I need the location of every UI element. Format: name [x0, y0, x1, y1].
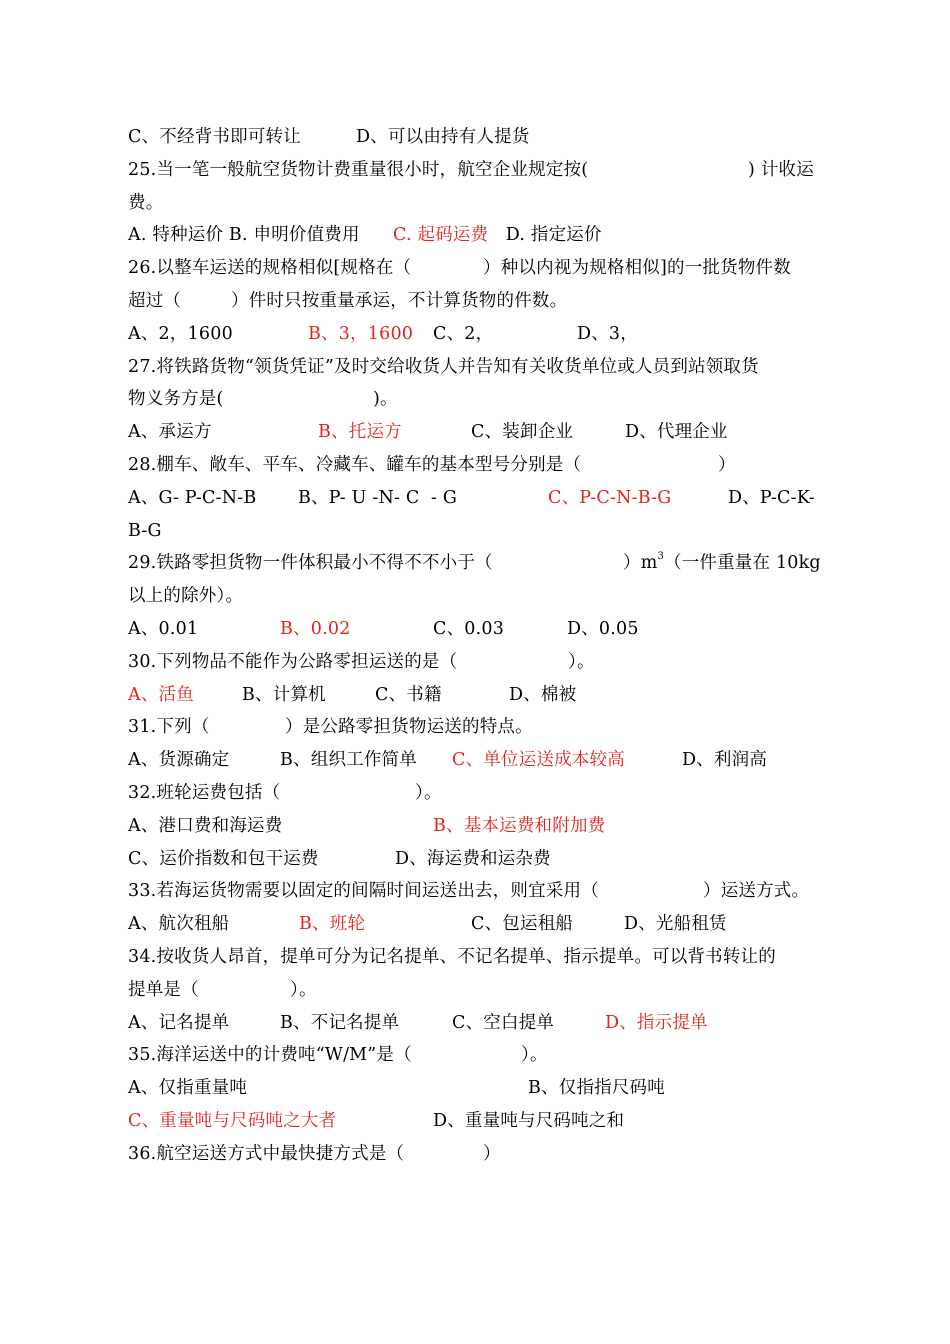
question-text: 36.航空运送方式中最快捷方式是（ — [128, 1144, 405, 1164]
question-text: 32.班轮运费包括（ — [128, 783, 281, 803]
question-27-options — [128, 417, 728, 447]
question-25-options — [128, 220, 602, 250]
answer-option-b: B、班轮 — [299, 914, 366, 934]
option-c: C、书籍 — [375, 685, 442, 705]
question-text: 28.棚车、敞车、平车、冷藏车、罐车的基本型号分别是（ — [128, 455, 582, 475]
question-text-end: )。 — [373, 389, 398, 409]
question-31-options — [128, 745, 768, 775]
answer-option-b: B、3，1600 — [308, 324, 414, 344]
question-text-end: ）。 — [415, 783, 442, 803]
question-text: 超过（ — [128, 291, 182, 311]
question-text: 27.将铁路货物“领货凭证”及时交给收货人并告知有关收货单位或人员到站领取货 — [128, 357, 759, 377]
option-c: C、不经背书即可转让 — [128, 127, 301, 147]
option-d: D、代理企业 — [625, 422, 728, 442]
option-a: A、港口费和海运费 — [128, 816, 283, 836]
question-text-end: ）。 — [521, 1045, 548, 1065]
question-text: 29.铁路零担货物一件体积最小不得不不小于（ — [128, 553, 493, 573]
option-d: D、3， — [577, 324, 638, 344]
question-34 — [128, 942, 776, 972]
question-29-cont — [128, 581, 244, 611]
answer-option-b: B、0.02 — [280, 619, 351, 639]
question-text-end: ）。 — [568, 652, 595, 672]
question-28 — [128, 450, 736, 480]
answer-option-b: B、托运方 — [318, 422, 402, 442]
question-text-end: ）运送方式。 — [703, 881, 810, 901]
question-27 — [128, 352, 759, 382]
answer-option-a: A、活鱼 — [128, 685, 194, 705]
question-text-end: ）种以内视为规格相似]的一批货物件数 — [483, 258, 791, 278]
question-text-end: ） — [483, 1144, 501, 1164]
question-26 — [128, 253, 791, 283]
question-32 — [128, 778, 442, 808]
question-text-end: ）是公路零担货物运送的特点。 — [285, 717, 533, 737]
question-text-end: ） — [718, 455, 736, 475]
question-text: 提单是（ — [128, 980, 199, 1000]
option-d-cont: B-G — [128, 521, 162, 541]
question-29-options — [128, 614, 639, 644]
option-d: D、棉被 — [509, 685, 577, 705]
option-d: D、P-C-K- — [728, 488, 815, 508]
question-25 — [128, 155, 814, 185]
question-text: 30.下列物品不能作为公路零担运送的是（ — [128, 652, 458, 672]
question-26-options — [128, 319, 638, 349]
question-text-end: （一件重量在 10kg — [664, 553, 821, 573]
question-text: 25.当一笔一般航空货物计费重量很小时，航空企业规定按( — [128, 160, 589, 180]
option-c: C、装卸企业 — [471, 422, 574, 442]
answer-option-d: D、指示提单 — [605, 1013, 708, 1033]
question-text: 33.若海运货物需要以固定的间隔时间运送出去，则宜采用（ — [128, 881, 599, 901]
question-33-options — [128, 909, 727, 939]
line-c-d-option — [128, 122, 530, 152]
question-31 — [128, 712, 533, 742]
question-33 — [128, 876, 810, 906]
option-d: D、海运费和运杂费 — [395, 849, 551, 869]
answer-option-c: C. 起码运费 — [393, 225, 489, 245]
question-text-end: ）。 — [290, 980, 317, 1000]
option-c: C、0.03 — [433, 619, 505, 639]
unit-text: ）m — [623, 553, 658, 573]
question-text-end: ) 计收运 — [748, 160, 814, 180]
option-d: D. 指定运价 — [500, 225, 602, 245]
answer-option-c: C、重量吨与尺码吨之大者 — [128, 1111, 337, 1131]
question-30 — [128, 647, 595, 677]
option-b: B、P- U -N- C - G — [298, 488, 458, 508]
option-b: B、计算机 — [242, 685, 326, 705]
options-ab: A. 特种运价 B. 申明价值费用 — [128, 225, 366, 245]
question-26-cont — [128, 286, 568, 316]
question-35-options-cd — [128, 1106, 625, 1136]
option-c: C、空白提单 — [452, 1013, 555, 1033]
option-d: D、0.05 — [567, 619, 639, 639]
question-32-options-cd — [128, 844, 551, 874]
question-text: 物义务方是( — [128, 389, 224, 409]
question-text: 35.海洋运送中的计费吨“W/M”是（ — [128, 1045, 412, 1065]
option-d: D、重量吨与尺码吨之和 — [433, 1111, 625, 1131]
question-35-options-ab — [128, 1073, 665, 1103]
question-30-options — [128, 680, 577, 710]
option-b: B、不记名提单 — [280, 1013, 400, 1033]
answer-option-c: C、单位运送成本较高 — [452, 750, 625, 770]
option-c: C、包运租船 — [471, 914, 574, 934]
option-a: A、记名提单 — [128, 1013, 230, 1033]
option-a: A、2，1600 — [128, 324, 233, 344]
answer-option-c: C、P-C-N-B-G — [548, 488, 672, 508]
question-28-options — [128, 483, 815, 513]
option-b: B、组织工作简单 — [280, 750, 417, 770]
question-text: 以上的除外）。 — [128, 586, 244, 606]
option-d: D、光船租赁 — [624, 914, 727, 934]
question-34-options — [128, 1008, 708, 1038]
option-a: A、0.01 — [128, 619, 199, 639]
question-36 — [128, 1139, 501, 1169]
question-text: 26.以整车运送的规格相似[规格在（ — [128, 258, 412, 278]
option-b: B、仅指指尺码吨 — [528, 1078, 665, 1098]
question-34-cont — [128, 975, 317, 1005]
answer-option-b: B、基本运费和附加费 — [433, 816, 606, 836]
option-a: A、G- P-C-N-B — [128, 488, 257, 508]
option-a: A、承运方 — [128, 422, 212, 442]
question-25-cont — [128, 188, 164, 218]
question-text: 34.按收货人昂首，提单可分为记名提单、不记名提单、指示提单。可以背书转让的 — [128, 947, 776, 967]
option-a: A、仅指重量吨 — [128, 1078, 248, 1098]
question-29 — [128, 548, 821, 578]
option-c: C、2， — [433, 324, 494, 344]
option-a: A、货源确定 — [128, 750, 230, 770]
question-text-end: ）件时只按重量承运，不计算货物的件数。 — [231, 291, 568, 311]
option-c: C、运价指数和包干运费 — [128, 849, 319, 869]
question-text: 31.下列（ — [128, 717, 210, 737]
question-32-options-ab — [128, 811, 606, 841]
question-35 — [128, 1040, 548, 1070]
question-text-unit — [623, 548, 664, 578]
question-text: 费。 — [128, 193, 164, 213]
question-27-cont — [128, 384, 398, 414]
unit-superscript: 3 — [657, 551, 665, 563]
option-d: D、利润高 — [682, 750, 768, 770]
option-d: D、可以由持有人提货 — [356, 127, 530, 147]
question-28-options-cont — [128, 516, 162, 546]
option-a: A、航次租船 — [128, 914, 230, 934]
